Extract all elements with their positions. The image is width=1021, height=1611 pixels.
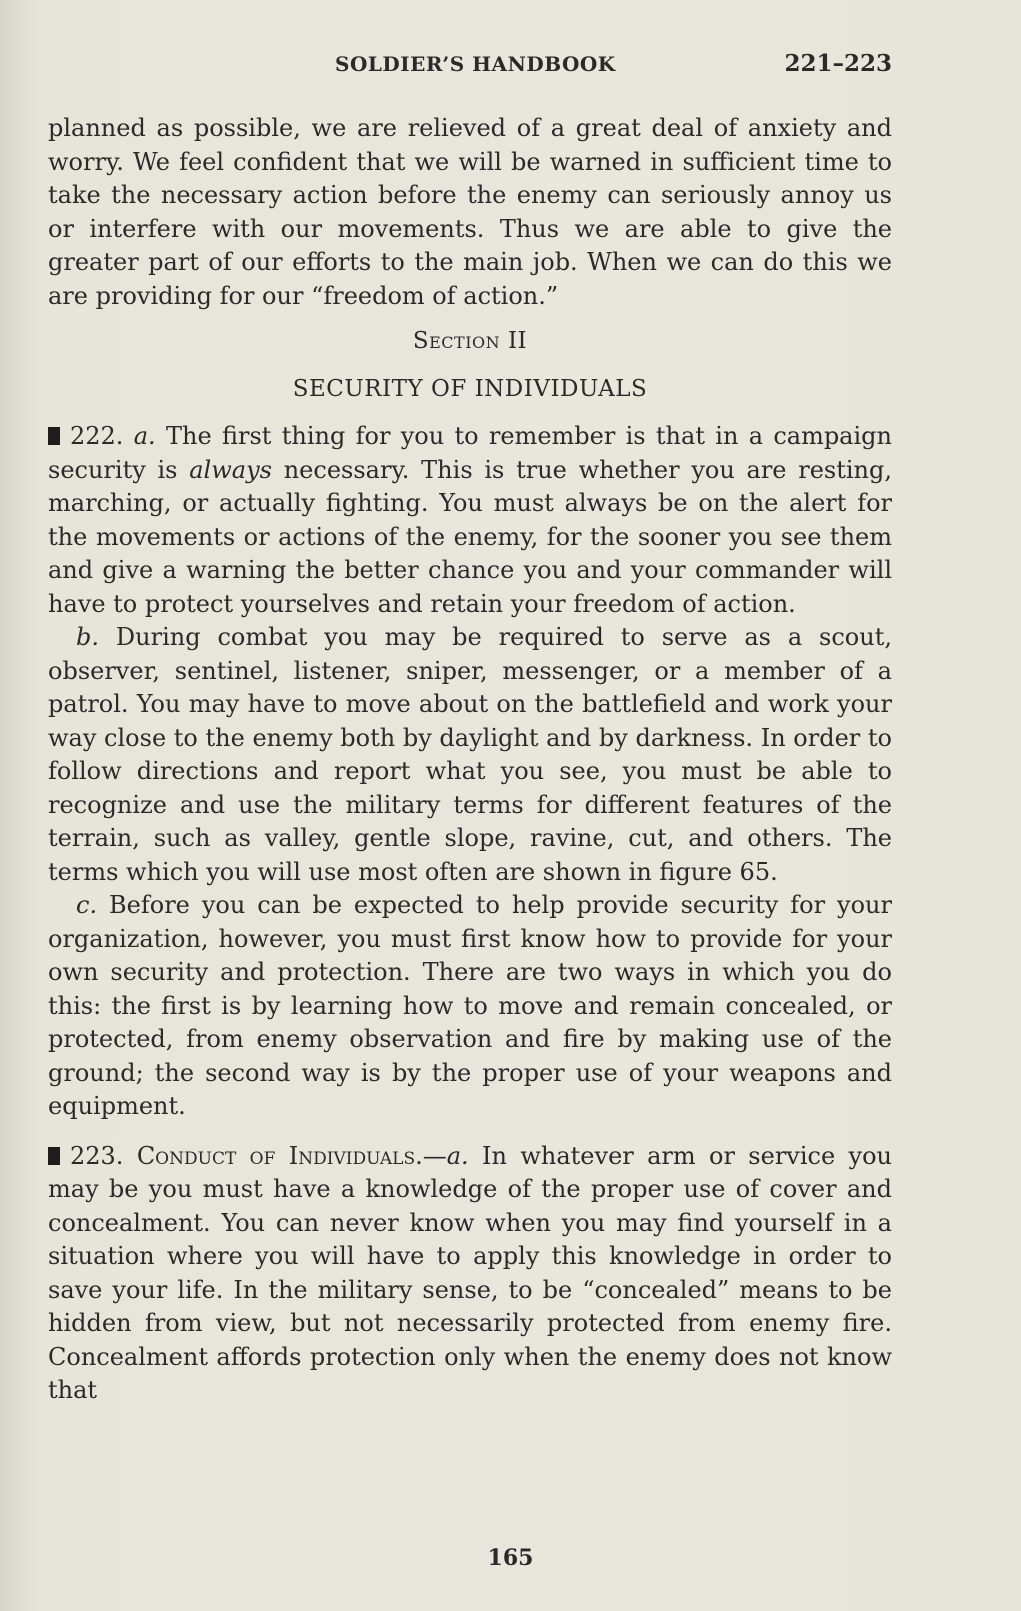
running-header xyxy=(48,50,892,84)
section-label: Section II xyxy=(412,328,528,354)
paragraph-223a xyxy=(48,1140,892,1408)
section-title: SECURITY OF INDIVIDUALS xyxy=(292,375,648,402)
page-number: 165 xyxy=(487,1545,534,1571)
subparagraph-letter: a. xyxy=(133,422,156,450)
paragraph-text: necessary. This is true whether you are resting, marching, or actually fighting. You must always be on the alert for the movements or actions of the enemy, for the sooner you see them and give a warning the better chance you and your commander will have to protect yourselves and retain your freedom of action. xyxy=(48,455,893,618)
paragraph-222a xyxy=(48,420,892,621)
subparagraph-letter: a. xyxy=(446,1141,469,1170)
paragraph-text: In whatever arm or service you may be you must have a knowledge of the proper use of cover and concealment. You can never know when you may find yourself in a situation where you will have to apply this knowledge in order to save your life. In the military sense, to be “concealed” means to be hidden from view, but not necessarily protected from enemy fire. Concealment affords protection only when the enemy does not know that xyxy=(48,1141,892,1404)
paragraph-heading: Conduct of Individuals. xyxy=(136,1141,423,1170)
subparagraph-letter: b. xyxy=(76,623,99,651)
heading-dash: — xyxy=(422,1141,447,1170)
continuation-paragraph: planned as possible, we are relieved of a great deal of anxiety and worry. We feel confident that we will be warned in sufficient time to take the necessary action before the enemy can seriously annoy us or interfere with our movements. Thus we are able to give the greater part of our efforts to the main job. When we can do this we are providing for our “freedom of action.” xyxy=(48,114,892,310)
subparagraph-letter: c. xyxy=(76,891,98,919)
paragraph-marker-icon xyxy=(48,427,60,445)
emphasis-text: always xyxy=(189,455,272,484)
paragraph-range: 221–223 xyxy=(784,50,892,77)
paragraph-text: The first thing for you to remember is that in a campaign security is xyxy=(48,422,892,484)
paragraph-text: During combat you may be required to serve as a scout, observer, sentinel, listener, sniper, messenger, or a member of a patrol. You may have to move about on the battlefield and work your way close to the enemy both by daylight and by darkness. In order to follow directions and report what you see, you must be able to recognize and use the military terms for different features of the terrain, such as valley, gentle slope, ravine, cut, and others. The terms which you will use most often are shown in figure 65. xyxy=(48,623,892,886)
paragraph-text: Before you can be expected to help provide security for your organization, however, you must first know how to provide for your own security and protection. There are two ways in which you do this: the first is by learning how to move and remain concealed, or protected, from enemy observation and fire by making use of the ground; the second way is by the proper use of your weapons and equipment. xyxy=(48,891,892,1120)
running-title: SOLDIER’S HANDBOOK xyxy=(335,52,616,76)
paragraph-number: 222. xyxy=(70,422,124,450)
paragraph-222c xyxy=(48,889,892,1124)
body-text xyxy=(48,112,892,1408)
paragraph-number: 223. xyxy=(70,1141,124,1170)
paragraph-222b xyxy=(48,621,892,889)
paragraph-marker-icon xyxy=(48,1147,60,1165)
